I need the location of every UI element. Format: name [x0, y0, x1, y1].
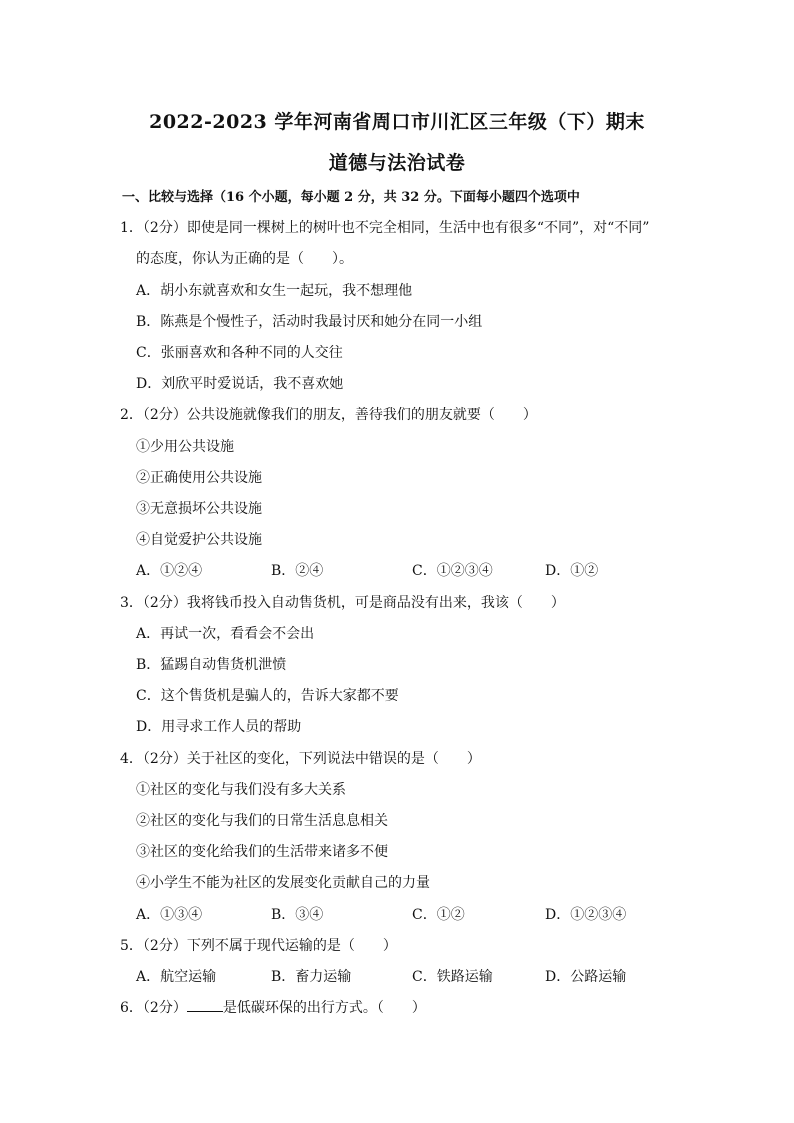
q3-option-b: B．猛踢自动售货机泄愤	[136, 657, 287, 673]
q3-stem: 3．（2分）我将钱币投入自动售货机，可是商品没有出来，我该（ ）	[120, 595, 565, 611]
q5-option-b: B．畜力运输	[271, 969, 352, 985]
q3-option-c: C．这个售货机是骗人的，告诉大家都不要	[136, 688, 399, 704]
q5-option-d: D．公路运输	[545, 969, 627, 985]
q2-option-d: D．①②	[545, 563, 599, 579]
q4-stem: 4．（2分）关于社区的变化，下列说法中错误的是（ ）	[120, 751, 481, 767]
q1-option-d: D．刘欣平时爱说话，我不喜欢她	[136, 376, 344, 392]
q1-option-b: B．陈燕是个慢性子，活动时我最讨厌和她分在同一小组	[136, 314, 483, 330]
section-heading: 一、比较与选择（16 个小题，每小题 2 分，共 32 分。下面每小题四个选项中	[122, 190, 580, 205]
q4-item-3: ③社区的变化给我们的生活带来诸多不便	[136, 844, 388, 860]
q6-stem-suffix: 是低碳环保的出行方式。（ ）	[222, 1000, 426, 1016]
q4-option-d: D．①②③④	[545, 907, 627, 923]
exam-title-line1: 2022-2023 学年河南省周口市川汇区三年级（下）期末	[149, 111, 645, 133]
q4-option-a: A．①③④	[136, 907, 203, 923]
q5-option-a: A．航空运输	[136, 969, 217, 985]
q3-option-a: A．再试一次，看看会不会出	[136, 626, 315, 642]
exam-title-line2: 道德与法治试卷	[328, 152, 466, 174]
q4-item-4: ④小学生不能为社区的发展变化贡献自己的力量	[136, 875, 430, 891]
q5-stem: 5．（2分）下列不属于现代运输的是（ ）	[120, 938, 397, 954]
q6-answer-blank	[187, 999, 223, 1012]
q2-option-b: B．②④	[271, 563, 324, 579]
q4-option-c: C．①②	[412, 907, 465, 923]
q1-option-c: C．张丽喜欢和各种不同的人交往	[136, 345, 343, 361]
q2-item-4: ④自觉爱护公共设施	[136, 532, 262, 548]
q6-stem-prefix: 6．（2分）	[120, 1000, 187, 1016]
q6-stem	[120, 997, 426, 1017]
q4-item-1: ①社区的变化与我们没有多大关系	[136, 782, 346, 798]
q1-stem-line2: 的态度，你认为正确的是（ ）。	[136, 251, 353, 267]
q2-option-c: C．①②③④	[412, 563, 493, 579]
q1-stem-line1: 1．（2分）即使是同一棵树上的树叶也不完全相同，生活中也有很多“不同”，对“不同”	[120, 220, 650, 236]
q2-stem: 2．（2分）公共设施就像我们的朋友，善待我们的朋友就要（ ）	[120, 407, 537, 423]
q4-item-2: ②社区的变化与我们的日常生活息息相关	[136, 813, 388, 829]
q2-item-1: ①少用公共设施	[136, 439, 234, 455]
q2-item-2: ②正确使用公共设施	[136, 470, 262, 486]
q2-item-3: ③无意损坏公共设施	[136, 501, 262, 517]
q1-option-a: A．胡小东就喜欢和女生一起玩，我不想理他	[136, 283, 413, 299]
q5-option-c: C．铁路运输	[412, 969, 493, 985]
q3-option-d: D．用寻求工作人员的帮助	[136, 719, 302, 735]
q2-option-a: A．①②④	[136, 563, 203, 579]
q4-option-b: B．③④	[271, 907, 324, 923]
